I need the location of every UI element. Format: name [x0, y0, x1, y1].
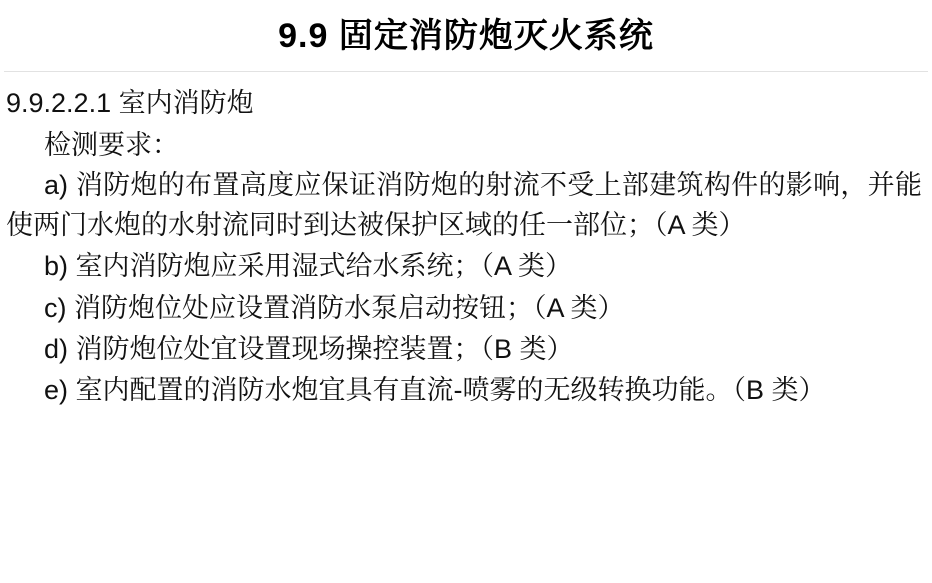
requirement-item-e: e) 室内配置的消防水炮宜具有直流-喷雾的无级转换功能。（B 类）	[44, 375, 826, 406]
document-body	[0, 84, 932, 411]
title-divider	[4, 71, 928, 72]
page-title: 9.9 固定消防炮灭火系统	[278, 17, 654, 55]
requirements-label: 检测要求：	[44, 130, 179, 161]
requirement-item-c: c) 消防炮位处应设置消防水泵启动按钮；（A 类）	[44, 292, 625, 323]
requirement-item-d: d) 消防炮位处宜设置现场操控装置；（B 类）	[44, 334, 574, 365]
requirement-item-b: b) 室内消防炮应采用湿式给水系统；（A 类）	[44, 251, 573, 282]
requirement-item-a: a) 消防炮的布置高度应保证消防炮的射流不受上部建筑构件的影响，并能使两门水炮的水射流同时到达被保护区域的任一部位；（A 类）	[6, 170, 922, 240]
clause-heading: 9.9.2.2.1 室内消防炮	[6, 87, 254, 118]
